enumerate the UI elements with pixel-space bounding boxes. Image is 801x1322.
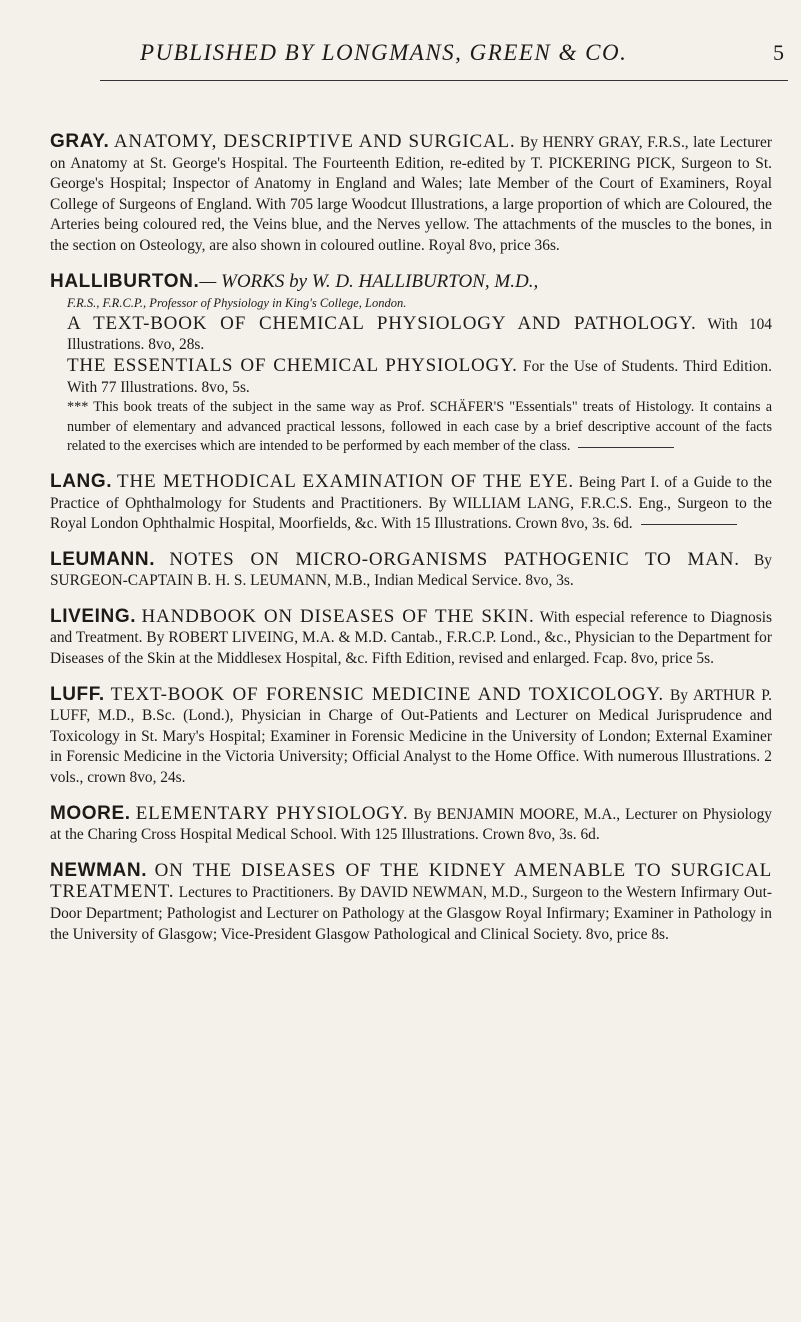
book-title: ANATOMY, DESCRIPTIVE AND SURGICAL. bbox=[113, 131, 516, 152]
entry-text: By HENRY GRAY, F.R.S., late Lecturer on Anatomy at St. George's Hospital. The Fourteenth Edition, re-edited by T. PICKERING PICK, Surgeon to St. George's Hospital; Inspector of Anatomy in England and Wales; late Member of the Court of Examiners, Royal College of Surgeons of England. With 705 large Woodcut Illustrations, a large proportion of which are Coloured, the Arteries being coloured red, the Veins blue, and the Nerves yellow. The attachments of the muscles to the bones, in the section on Osteology, are also shown in coloured outline. Royal 8vo, price 36s. bbox=[50, 134, 772, 254]
author-name: NEWMAN. bbox=[50, 859, 148, 881]
entry-paragraph bbox=[50, 132, 772, 257]
author-name: LEUMANN. bbox=[50, 548, 156, 570]
author-institution: F.R.S., F.R.C.P., Professor of Physiology in King's College, London. bbox=[67, 296, 407, 311]
book-title: THE METHODICAL EXAMINATION OF THE EYE. bbox=[117, 470, 574, 492]
entry-text: For the Use of Students. Third Edition. With 77 Illustrations. 8vo, 5s. bbox=[67, 357, 772, 396]
entry-paragraph bbox=[50, 472, 772, 535]
page-header bbox=[100, 40, 788, 81]
entry-lang bbox=[50, 472, 772, 535]
book-title: A TEXT-BOOK OF CHEMICAL PHYSIOLOGY AND PATHOLOGY. bbox=[67, 312, 697, 334]
book-title: ELEMENTARY PHYSIOLOGY. bbox=[135, 802, 409, 824]
book-title: TEXT-BOOK OF FORENSIC MEDICINE AND TOXICOLOGY. bbox=[110, 683, 664, 705]
divider-rule bbox=[578, 447, 674, 448]
entry-luff bbox=[50, 685, 772, 789]
author-name: LIVEING. bbox=[50, 605, 137, 627]
author-byline: — WORKS by W. D. HALLIBURTON, M.D., bbox=[199, 270, 539, 292]
entry-text: With 104 Illustrations. 8vo, 28s. bbox=[67, 315, 773, 354]
entry-text: Lectures to Practitioners. By DAVID NEWMAN, M.D., Surgeon to the Western Infirmary Out-Door Department; Pathologist and Lecturer on Pathology at the Glasgow Royal Infirmary; Examiner in Pathology in the University of Glasgow; Vice-President Glasgow Pathological and Clinical Society. 8vo, price 8s. bbox=[50, 884, 773, 943]
entry-text: By BENJAMIN MOORE, M.A., Lecturer on Physiology at the Charing Cross Hospital Medical School. With 125 Illustrations. Crown 8vo, 3s. 6d. bbox=[50, 805, 772, 844]
author-name: LANG. bbox=[50, 470, 113, 492]
divider-rule bbox=[641, 524, 737, 525]
entry-text: By SURGEON-CAPTAIN B. H. S. LEUMANN, M.B., Indian Medical Service. 8vo, 3s. bbox=[50, 551, 772, 590]
entry-liveing bbox=[50, 607, 772, 670]
book-title: ON THE DISEASES OF THE KIDNEY AMENABLE TO SURGICAL TREATMENT. bbox=[50, 859, 772, 903]
catalogue-entries bbox=[50, 132, 772, 945]
author-name: MOORE. bbox=[50, 802, 131, 824]
entry-gray bbox=[50, 132, 772, 257]
entry-moore bbox=[50, 804, 772, 846]
entry-text: Being Part I. of a Guide to the Practice of Ophthalmology for Students and Practitioners. By WILLIAM LANG, F.R.C.S. Eng., Surgeon to the Royal London Ophthalmic Hospital, Moorfields, &c. With 15 Illustrations. Crown 8vo, 3s. 6d. bbox=[50, 473, 772, 533]
entry-paragraph bbox=[50, 804, 772, 846]
book-title: NOTES ON MICRO-ORGANISMS PATHOGENIC TO MAN. bbox=[169, 548, 740, 570]
entry-text: With especial reference to Diagnosis and Treatment. By ROBERT LIVEING, M.A. & M.D. Cantab., F.R.C.P. Lond., &c., Physician to the Department for Diseases of the Skin at the Middlesex Hospital, &c. Fifth Edition, revised and enlarged. Fcap. 8vo, price 5s. bbox=[50, 608, 772, 668]
entry-note bbox=[50, 398, 772, 457]
author-name: LUFF. bbox=[50, 683, 105, 705]
entry-paragraph bbox=[50, 685, 772, 789]
entry-text: By ARTHUR P. LUFF, M.D., B.Sc. (Lond.), Physician in Charge of Out-Patients and Lecturer on Medical Jurisprudence and Toxicology in St. Mary's Hospital; Examiner in Forensic Medicine in the University of London; External Examiner in Forensic Medicine in the Victoria University; Official Analyst to the Home Office. With numerous Illustrations. 2 vols., crown 8vo, 24s. bbox=[50, 686, 772, 787]
entry-heading bbox=[50, 272, 772, 294]
entry-newman bbox=[50, 861, 772, 945]
author-name: GRAY. bbox=[50, 131, 110, 152]
entry-leumann bbox=[50, 550, 772, 592]
page-number: 5 bbox=[773, 40, 784, 65]
running-head: PUBLISHED BY LONGMANS, GREEN & CO. bbox=[140, 40, 628, 65]
entry-paragraph bbox=[50, 356, 772, 398]
entry-halliburton bbox=[50, 272, 772, 457]
book-title: HANDBOOK ON DISEASES OF THE SKIN. bbox=[141, 605, 535, 627]
entry-paragraph bbox=[50, 314, 772, 356]
book-title: THE ESSENTIALS OF CHEMICAL PHYSIOLOGY. bbox=[67, 354, 518, 376]
entry-paragraph bbox=[50, 550, 772, 592]
entry-paragraph bbox=[50, 607, 772, 670]
author-name: HALLIBURTON. bbox=[50, 270, 200, 292]
note-text: *** This book treats of the subject in the same way as Prof. SCHÄFER'S "Essentials" treats of Histology. It contains a number of elementary and advanced practical lessons, followed in each case by a brief descriptive account of the facts related to the exercises which are intended to be performed by each member of the class. bbox=[67, 399, 772, 455]
entry-paragraph bbox=[50, 861, 772, 945]
